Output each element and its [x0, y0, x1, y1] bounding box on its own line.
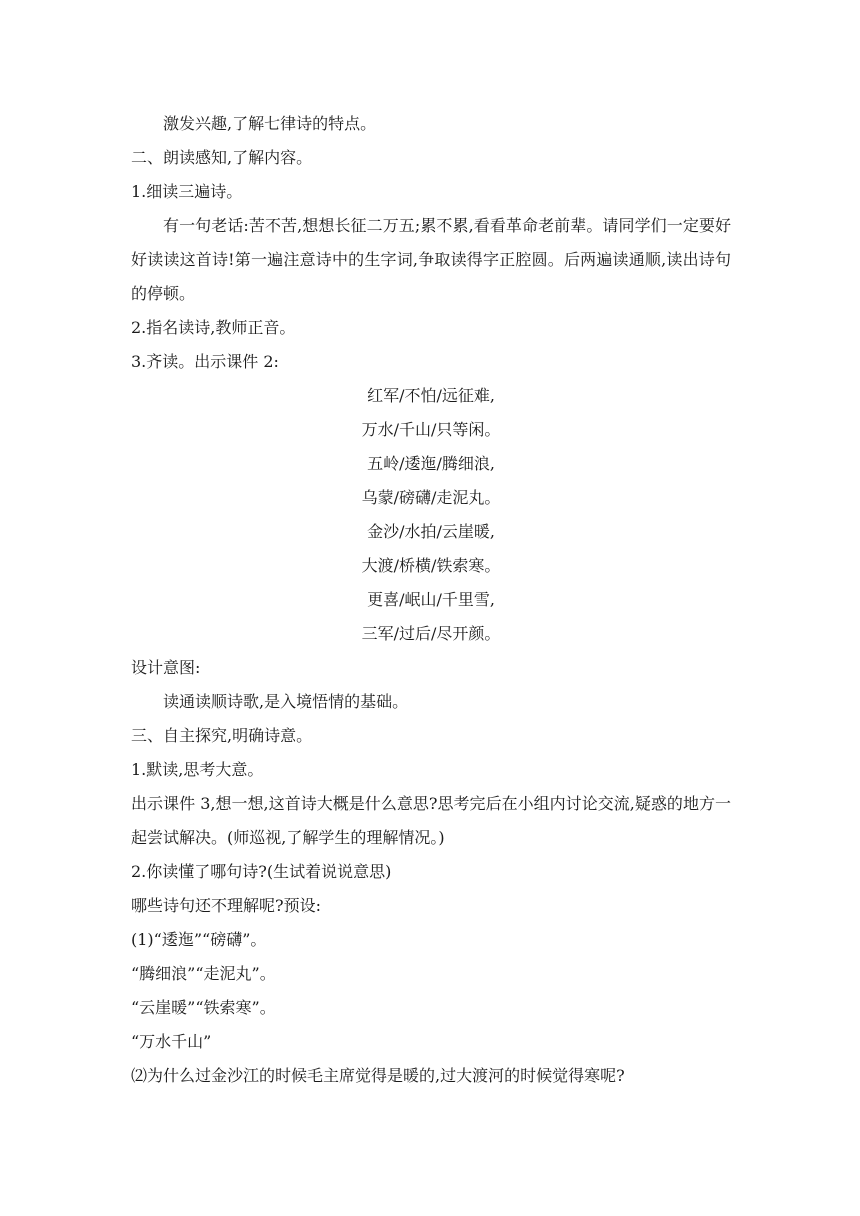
poem-line: 红军/不怕/远征难, — [367, 386, 495, 405]
section3-heading: 三、自主探究,明确诗意。 — [131, 726, 313, 745]
poem-block — [131, 379, 731, 651]
s3-step2-title: 2.你读懂了哪句诗?(生试着说说意思) — [131, 862, 392, 881]
preset-item: “云崖暖”“铁索寒”。 — [131, 998, 276, 1017]
s3-step1-title: 1.默读,思考大意。 — [131, 760, 264, 779]
poem-line: 大渡/桥横/铁索寒。 — [361, 556, 501, 575]
section2-heading: 二、朗读感知,了解内容。 — [131, 148, 313, 167]
design-intent-label: 设计意图: — [131, 658, 201, 677]
preset-question: 哪些诗句还不理解呢?预设: — [131, 896, 321, 915]
poem-line: 万水/千山/只等闲。 — [361, 420, 501, 439]
preset-item: ⑵为什么过金沙江的时候毛主席觉得是暖的,过大渡河的时候觉得寒呢? — [131, 1066, 625, 1085]
step1-title: 1.细读三遍诗。 — [131, 182, 243, 201]
poem-line: 乌蒙/磅礴/走泥丸。 — [361, 488, 501, 507]
preset-item: “万水千山” — [131, 1032, 212, 1051]
poem-line: 更喜/岷山/千里雪, — [367, 590, 495, 609]
poem-line: 五岭/逶迤/腾细浪, — [367, 454, 495, 473]
poem-line: 金沙/水拍/云崖暖, — [367, 522, 495, 541]
preset-item: (1)“逶迤”“磅礴”。 — [131, 930, 267, 949]
design-intent-text: 读通读顺诗歌,是入境悟情的基础。 — [163, 692, 409, 711]
preset-item: “腾细浪”“走泥丸”。 — [131, 964, 276, 983]
s3-step1-paragraph: 出示课件 3,想一想,这首诗大概是什么意思?思考完后在小组内讨论交流,疑惑的地方一起尝试解决。(师巡视,了解学生的理解情况。) — [131, 794, 731, 847]
intro-tail: 激发兴趣,了解七律诗的特点。 — [163, 114, 377, 133]
poem-line: 三军/过后/尽开颜。 — [361, 624, 501, 643]
step2-title: 2.指名读诗,教师正音。 — [131, 318, 296, 337]
step1-paragraph: 有一句老话:苦不苦,想想长征二万五;累不累,看看革命老前辈。请同学们一定要好好读读这首诗!第一遍注意诗中的生字词,争取读得字正腔圆。后两遍读通顺,读出诗句的停顿。 — [131, 216, 731, 303]
document-body — [131, 107, 731, 1093]
step3-title: 3.齐读。出示课件 2: — [131, 352, 279, 371]
